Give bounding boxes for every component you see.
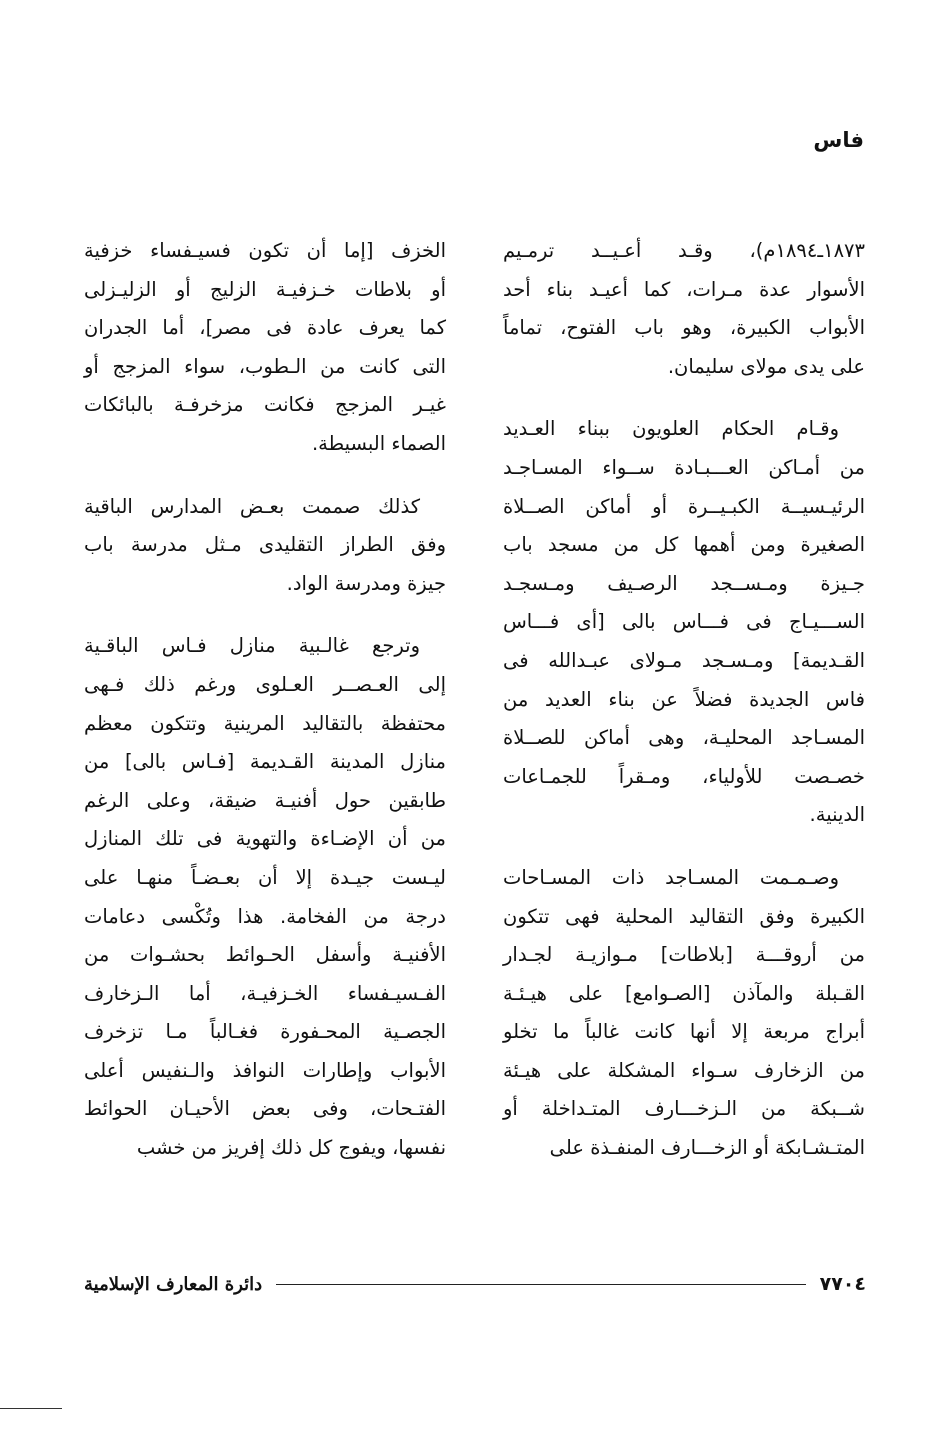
text-line: القـديمة] ومـسـجد مـولاى عبـدالله فى [503, 648, 865, 672]
text-line: أبراج مربعة إلا أنها كانت غالباً ما تخلو [503, 1020, 865, 1044]
text-line: المسـاجد المحليـة، وهى أماكن للصــلاة [503, 726, 865, 750]
text-line: إلى العـصــر العـلوى ورغم ذلك فـهى [84, 672, 446, 696]
text-line: جـيزة ومـســجد الرصـيف ومـسجـد [503, 571, 865, 595]
running-head-title: فاس [813, 128, 864, 152]
text-line: جيزة ومدرسة الواد. [286, 571, 446, 595]
paragraph [84, 627, 446, 1167]
text-line: الأبواب الكبيرة، وهو باب الفتوح، تماماً [503, 316, 865, 340]
text-line: الصماء البسيطة. [311, 431, 446, 455]
text-line: فاس الجديدة فضلاً عن بناء العديد من [503, 687, 865, 711]
footer-rule [276, 1284, 805, 1285]
text-line: طابقين حول أفنيـة ضيقة، وعلى الرغم [84, 788, 446, 812]
paragraph [503, 410, 865, 835]
text-line: خصـصت للأولياء، ومـقراً للجمـاعات [503, 764, 865, 788]
text-line: المتـشـابكة أو الزخـــارف المنفـذة على [549, 1136, 865, 1160]
text-line: وترجع غالـبية منازل فـاس الباقـية [84, 634, 420, 658]
paragraph [84, 232, 446, 464]
text-line: القـبلة والمآذن [الصـوامع] على هيـئـة [503, 981, 865, 1005]
text-line: درجة من الفخامة. هذا وتُكْسى دعامات [84, 904, 446, 928]
left-column [84, 232, 446, 1192]
text-line: شــبكة من الـزخـــارف المتـداخلة أو [503, 1097, 865, 1121]
text-line: من أروقـــة [بلاطات] مـوازيـة لجـدار [503, 943, 865, 967]
paragraph [84, 488, 446, 604]
text-line: منازل المدينة القـديمة [فـاس بالى] من [84, 750, 446, 774]
text-line: الفـسيـفساء الخـزفيـة، أما الـزخارف [84, 981, 446, 1005]
text-line: الصغيرة ومن أهمها كل من مسجد باب [503, 533, 865, 557]
text-line: الأسوار عدة مـرات، كما أعيـد بناء أحد [503, 277, 865, 301]
text-line: غيـر المزجج فكانت مزخرفـة بالبائكات [84, 393, 446, 417]
text-line: التى كانت من الـطوب، سواء المزجج أو [84, 354, 446, 378]
text-line: الأفنيـة وأسفل الحـوائط بحشـوات من [84, 943, 446, 967]
text-line: ليـست جيـدة إلا أن بعـضـاً منهـا على [84, 865, 446, 889]
text-line: محتفظة بالتقاليد المرينية وتتكون معظم [84, 711, 446, 735]
text-line: أو بلاطات خـزفيـة الزليج أو الزليـزلى [84, 277, 446, 301]
scan-artifact-line [0, 1408, 62, 1409]
text-line: الخزف [إما أن تكون فسيـفساء خزفية [84, 239, 446, 262]
text-line: الجصـية المحـفورة فغـالباً مـا تزخرف [84, 1020, 446, 1044]
text-line: ١٨٧٣ـ١٨٩٤م)، وقـد أعـيــد ترمـيم [503, 239, 865, 262]
right-column [503, 232, 865, 1192]
text-line: وصـمـمت المسـاجد ذات المسـاحات [503, 865, 839, 889]
text-line: وفق الطراز التقليدى مـثل مدرسة باب [84, 533, 446, 557]
text-line: الســـيـاج فى فـــاس بالى [أى فـــاس [503, 610, 865, 634]
text-line: الرئيـسيــة الكبـيــرة أو أماكن الصــلاة [503, 494, 865, 518]
text-line: كما يعرف عادة فى مصر]، أما الجدران [84, 316, 446, 340]
page-number: ٧٧٠٤ [819, 1273, 866, 1295]
paragraph [503, 232, 865, 386]
page-footer [84, 1266, 866, 1302]
text-line: وقـام الحكام العلويون ببناء العـديد [503, 417, 839, 441]
text-line: نفسها، ويفوج كل ذلك إفريز من خشب [136, 1136, 446, 1160]
publication-title: دائرة المعارف الإسلامية [84, 1273, 263, 1295]
text-line: من الزخارف سـواء المشكلة على هيـئة [503, 1058, 865, 1082]
text-line: الأبواب وإطارات النوافذ والـنفيس أعلى [84, 1058, 446, 1082]
text-line: الفتـحات، وفى بعض الأحيـان الحوائط [84, 1097, 446, 1121]
text-line: من أمـاكن العـــبـادة ســواء المسـاجـد [503, 455, 865, 479]
text-line: الكبيرة وفق التقاليد المحلية فهى تتكون [503, 904, 865, 928]
text-line: الدينية. [809, 803, 865, 827]
text-line: من أن الإضـاءة والتهوية فى تلك المنازل [84, 827, 446, 851]
text-line: كذلك صممت بعـض المدارس الباقية [84, 494, 420, 518]
paragraph [503, 859, 865, 1168]
text-line: على يدى مولاى سليمان. [667, 354, 865, 378]
